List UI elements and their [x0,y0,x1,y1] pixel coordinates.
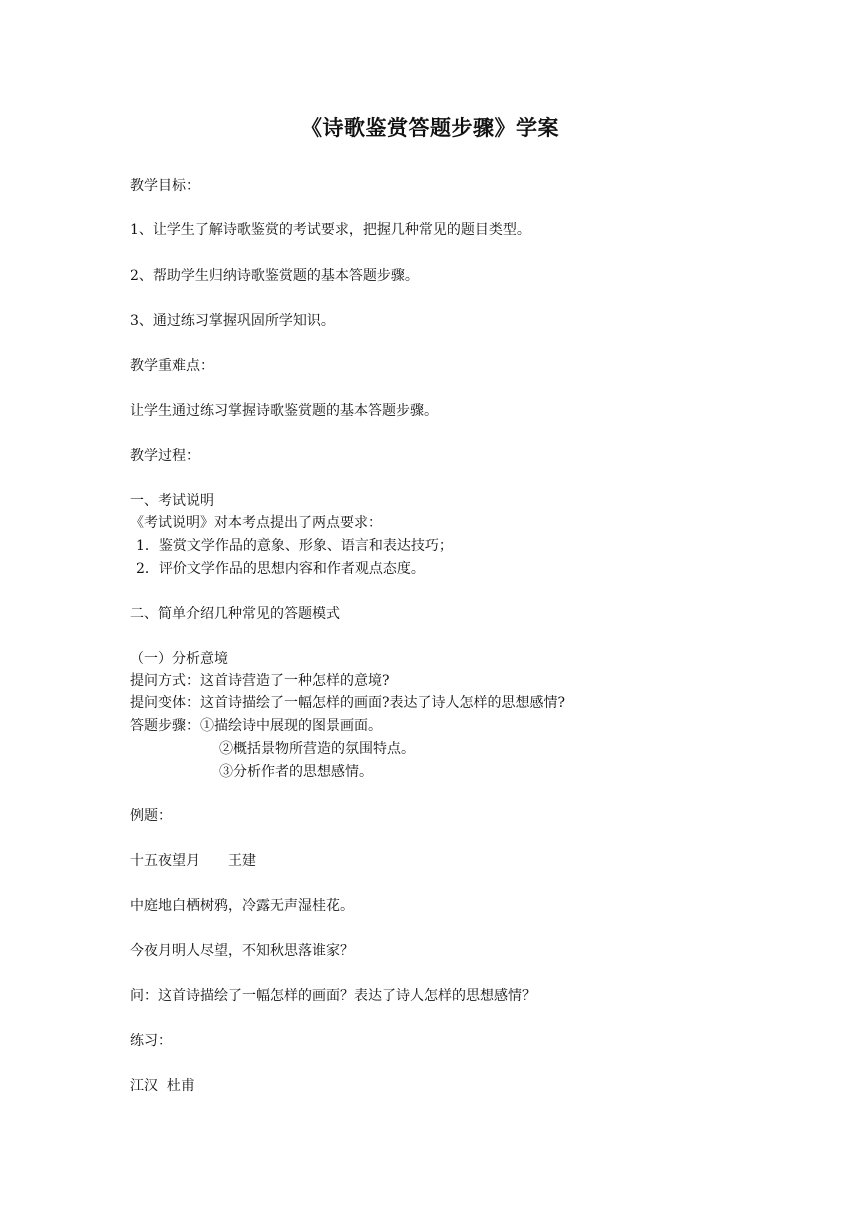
sub1-step-1: 答题步骤：①描绘诗中展现的图景画面。 [130,718,382,734]
poem1-question: 问：这首诗描绘了一幅怎样的画面？表达了诗人怎样的思想感情？ [130,988,536,1004]
section1-item-1: 1．鉴赏文学作品的意象、形象、语言和表达技巧； [136,538,453,554]
section1-item-2: 2．评价文学作品的思想内容和作者观点态度。 [136,561,425,577]
poem1-title-author: 十五夜望月 王建 [130,853,256,869]
objective-item-3: 3、通过练习掌握巩固所学知识。 [130,313,335,329]
section1-heading: 一、考试说明 [130,493,214,509]
sub1-heading: （一）分析意境 [130,651,228,667]
sub1-step-2: ②概括景物所营造的氛围特点。 [219,741,415,757]
example-heading: 例题： [130,808,172,824]
section2-heading: 二、简单介绍几种常见的答题模式 [130,606,340,622]
sub1-question-form: 提问方式：这首诗营造了一种怎样的意境? [130,673,390,689]
poem2-title-author: 江汉 杜甫 [130,1078,195,1094]
key-points-text: 让学生通过练习掌握诗歌鉴赏题的基本答题步骤。 [130,403,438,419]
sub1-step-3: ③分析作者的思想感情。 [219,764,373,780]
objective-item-1: 1、让学生了解诗歌鉴赏的考试要求，把握几种常见的题目类型。 [130,222,531,238]
objective-item-2: 2、帮助学生归纳诗歌鉴赏题的基本答题步骤。 [130,268,419,284]
process-heading: 教学过程： [130,448,200,464]
key-points-heading: 教学重难点： [130,358,214,374]
section1-intro: 《考试说明》对本考点提出了两点要求： [130,515,382,531]
poem1-line-2: 今夜月明人尽望，不知秋思落谁家？ [130,943,354,959]
document-title: 《诗歌鉴赏答题步骤》学案 [301,115,559,140]
practice-heading: 练习： [130,1033,172,1049]
objectives-heading: 教学目标： [130,178,200,194]
sub1-question-variant: 提问变体：这首诗描绘了一幅怎样的画面?表达了诗人怎样的思想感情? [130,695,566,711]
poem1-line-1: 中庭地白栖树鸦，冷露无声湿桂花。 [130,898,354,914]
